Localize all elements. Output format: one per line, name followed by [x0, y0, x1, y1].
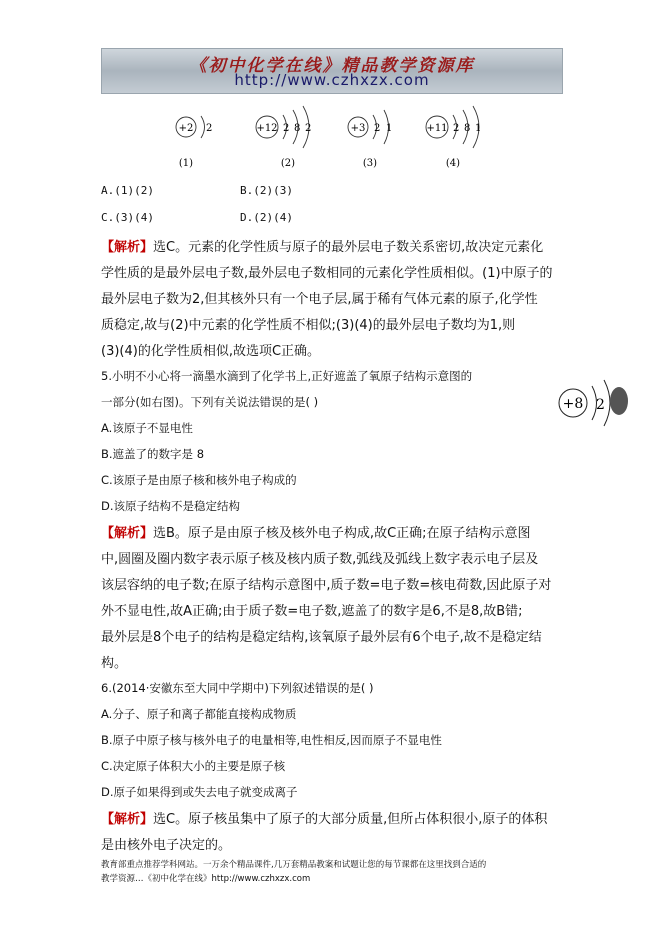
atom-diagram-4 — [426, 106, 481, 169]
q5-stem-line-1: 5.小明不小心将一滴墨水滴到了化学书上,正好遮盖了氧原子结构示意图的 — [101, 369, 473, 383]
banner-title: 《初中化学在线》精品教学资源库 — [189, 56, 475, 76]
q4-option-a: A.(1)(2) — [101, 184, 154, 197]
figure-label: (4) — [445, 158, 461, 169]
banner-url: http://www.czhxzx.com — [234, 71, 430, 89]
q4-option-b: B.(2)(3) — [240, 184, 293, 197]
figure-label: (3) — [362, 158, 378, 169]
shell-electrons: 8 — [464, 123, 471, 134]
q4-analysis-line-4: 质稳定,故与(2)中元素的化学性质不相似;(3)(4)的最外层电子数均为1,则 — [101, 318, 516, 333]
analysis-tag: 【解析】 — [101, 240, 154, 255]
q6-stem: 6.(2014·安徽东至大同中学期中)下列叙述错误的是( ) — [101, 681, 374, 695]
shell-electrons: 1 — [386, 123, 393, 134]
nucleus-charge: +2 — [178, 123, 194, 134]
footer-line-1: 教育部重点推荐学科网站。一万余个精品课件,几万套精品教案和试题让您的每节课都在这里找到合适的 — [101, 860, 487, 870]
shell-electrons: 8 — [294, 123, 301, 134]
nucleus-charge: +12 — [256, 123, 278, 134]
shell-electrons: 2 — [596, 397, 605, 413]
q5-option-c: C.该原子是由原子核和核外电子构成的 — [101, 473, 297, 487]
nucleus-charge: +8 — [562, 396, 584, 412]
footer-prefix: 教学资源…《初中化学在线》 — [101, 874, 212, 884]
q5-analysis-line-5: 最外层是8个电子的结构是稳定结构,该氧原子最外层有6个电子,故不是稳定结 — [101, 630, 542, 645]
shell-arc — [201, 116, 205, 138]
q5-analysis-line-3: 该层容纳的电子数;在原子结构示意图中,质子数=电子数=核电荷数,因此原子对 — [101, 578, 552, 593]
q4-analysis-line-2: 学性质的是最外层电子数,最外层电子数相同的元素化学性质相似。(1)中原子的 — [101, 266, 553, 281]
q5-analysis-line-2: 中,圆圈及圈内数字表示原子核及核内质子数,弧线及弧线上数字表示电子层及 — [101, 552, 539, 567]
shell-electrons: 2 — [283, 123, 290, 134]
q4-analysis-line-1: 【解析】选C。元素的化学性质与原子的最外层电子数关系密切,故决定元素化 — [101, 240, 544, 255]
q5-option-a: A.该原子不显电性 — [101, 421, 193, 435]
nucleus-charge: +3 — [350, 123, 366, 134]
analysis-tag: 【解析】 — [101, 526, 154, 541]
q5-stem-line-2: 一部分(如右图)。下列有关说法错误的是( ) — [101, 395, 319, 409]
oxygen-atom-figure — [556, 372, 636, 434]
shell-electrons: 2 — [453, 123, 460, 134]
footer-line-2 — [101, 872, 310, 884]
q5-analysis-line-1: 【解析】选B。原子是由原子核及核外电子构成,故C正确;在原子结构示意图 — [101, 526, 531, 541]
q4-analysis-line-5: (3)(4)的化学性质相似,故选项C正确。 — [101, 344, 321, 359]
q6-option-b: B.原子中原子核与核外电子的电量相等,电性相反,因而原子不显电性 — [101, 733, 442, 747]
q4-analysis-line-3: 最外层电子数为2,但其核外只有一个电子层,属于稀有气体元素的原子,化学性 — [101, 292, 538, 307]
q5-analysis-line-4: 外不显电性,故A正确;由于质子数=电子数,遮盖了的数字是6,不是8,故B错; — [101, 604, 523, 619]
q4-option-c: C.(3)(4) — [101, 211, 154, 224]
q6-option-a: A.分子、原子和离子都能直接构成物质 — [101, 707, 297, 721]
atom-diagram-3 — [348, 110, 392, 169]
analysis-tag: 【解析】 — [101, 812, 154, 827]
atom-diagram-1 — [176, 116, 212, 169]
figure-label: (1) — [178, 158, 194, 169]
q6-option-c: C.决定原子体积大小的主要是原子核 — [101, 759, 286, 773]
q6-analysis-line-1: 【解析】选C。原子核虽集中了原子的大部分质量,但所占体积很小,原子的体积 — [101, 812, 548, 827]
figure-label: (2) — [280, 158, 296, 169]
q5-option-b: B.遮盖了的数字是 8 — [101, 447, 205, 461]
footer-url-link[interactable]: http://www.czhxzx.com — [211, 874, 311, 884]
atom-structure-diagrams — [160, 100, 500, 170]
q5-option-d: D.该原子结构不是稳定结构 — [101, 499, 241, 513]
q4-option-d: D.(2)(4) — [240, 211, 293, 224]
q5-analysis-line-6: 构。 — [101, 656, 128, 671]
q6-option-d: D.原子如果得到或失去电子就变成离子 — [101, 785, 298, 799]
shell-electrons: 2 — [374, 123, 381, 134]
shell-electrons: 2 — [305, 123, 312, 134]
header-banner — [101, 48, 563, 94]
q6-analysis-line-2: 是由核外电子决定的。 — [101, 838, 232, 853]
shell-electrons: 1 — [475, 123, 482, 134]
shell-electrons: 2 — [206, 123, 213, 134]
ink-blot — [610, 387, 628, 415]
nucleus-charge: +11 — [426, 123, 448, 134]
atom-diagram-2 — [256, 106, 311, 169]
